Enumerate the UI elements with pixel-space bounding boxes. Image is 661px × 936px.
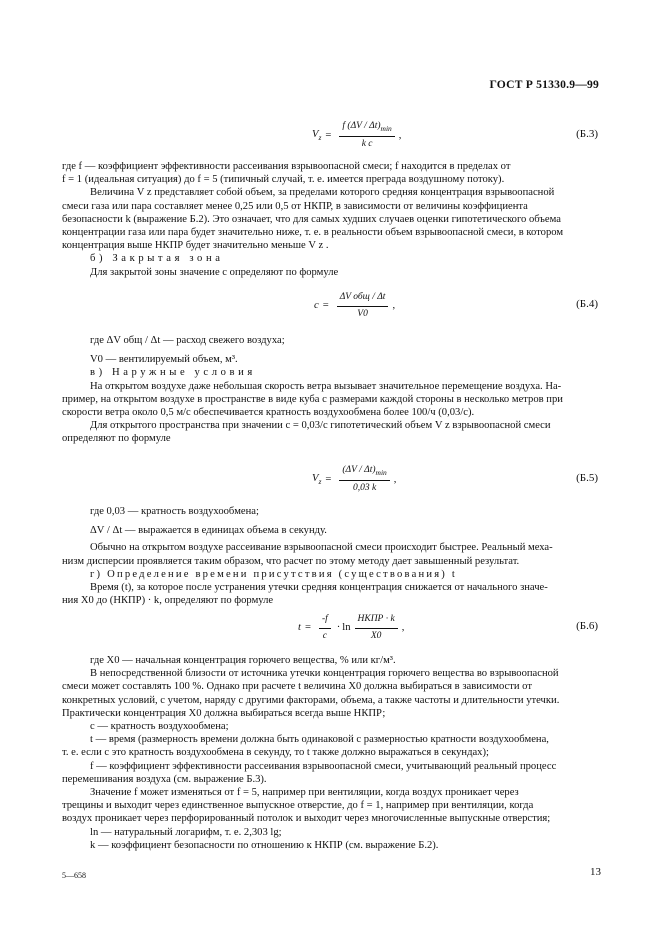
def-t-line1: t — время (размерность времени должна быть одинаковой с размерностью кратности воздухообмена, <box>90 734 549 746</box>
para2-line3: безопасности k (выражение Б.2). Это означает, что для самых худших случаев оценки гипотетического объема <box>62 213 561 225</box>
para6-line2: низм дисперсии проявляется таким образом, что расчет по этому методу дает завышенный результат. <box>62 555 520 567</box>
para7-line2: ния X0 до (НКПР) · k, определяют по формуле <box>62 595 274 607</box>
formula-b4-fraction: $\frac{\text{ΔV общ / Δt}}{V0}$ <box>337 291 389 320</box>
formula-b5-number: (Б.5) <box>576 472 598 484</box>
section-c-heading: в) Наружные условия <box>90 367 256 379</box>
formula-b4: c = $\frac{\text{ΔV общ / Δt}}{V0}$ , (Б.4) <box>62 286 598 326</box>
formula-b5-fraction: $\frac{(\Delta V / \Delta t)_{min}}{0,03 k}$ <box>339 464 389 495</box>
def-f-line2: перемешивания воздуха (см. выражение Б.3). <box>62 773 267 785</box>
para1-line1: где f — коэффициент эффективности рассеивания взрывоопасной смеси; f находится в пределах от <box>62 161 511 172</box>
where-b4-line2: V0 — вентилируемый объем, м³. <box>90 354 238 366</box>
formula-b3: $V_z$ = $\frac{f (\Delta V / \Delta t)_{min}}{\text{k c}}$ , (Б.3) <box>62 116 598 156</box>
para4-line2: пример, на открытом воздухе в пространстве в виде куба с размерами каждой стороны в несколько метров при <box>62 393 563 405</box>
formula-b6-fraction2: $\frac{\text{НКПР · k}}{X0}$ <box>355 613 398 642</box>
formula-b6: t = $\frac{-f}{c}$ · ln $\frac{\text{НКПР · k}}{X0}$ , (Б.6) <box>62 608 598 648</box>
para2-line2: смеси газа или пара составляет менее 0,25 или 0,5 от НКПР, в зависимости от величины коэффициента <box>62 200 528 212</box>
formula-b5: $V_z$ = $\frac{(\Delta V / \Delta t)_{min}}{0,03 k}$ , (Б.5) <box>62 460 598 500</box>
para7-line1: Время (t), за которое после устранения утечки средняя концентрация снижается от начального значе- <box>90 582 548 594</box>
para2-line4: концентрации газа или пара будет значительно ниже, т. е. в реальности объем взрывоопасной смеси, в котором <box>62 227 564 239</box>
standard-header: ГОСТ Р 51330.9—99 <box>489 78 599 91</box>
para4-line1: На открытом воздухе даже небольшая скорость ветра вызывает значительное перемещение воздуха. На- <box>90 380 562 392</box>
formula-b4-number: (Б.4) <box>576 298 598 310</box>
para6-line1: Обычно на открытом воздухе рассеивание взрывоопасной смеси происходит быстрее. Реальный меха- <box>90 542 553 554</box>
formula-b6-number: (Б.6) <box>576 620 598 632</box>
para2-line1: Величина V z представляет собой объем, за пределами которого средняя концентрация взрывоопасной <box>90 187 555 199</box>
where-b4-line1: где ΔV общ / Δt — расход свежего воздуха; <box>90 335 285 346</box>
para8-line4: Практически концентрация X0 должна выбираться всегда выше НКПР; <box>62 707 386 719</box>
formula-b3-fraction: $\frac{f (\Delta V / \Delta t)_{min}}{\text{k c}}$ <box>339 120 394 151</box>
def-f-line1: f — коэффициент эффективности рассеивания взрывоопасной смеси, учитывающий реальный процесс <box>90 760 557 772</box>
para8-line3: конкретных условий, с учетом, наряду с другими факторами, объема, а также частоты и длительности утечки. <box>62 694 560 706</box>
para4-line3: скорости ветра около 0,5 м/с обеспечивается кратность воздухообмена более 100/ч (0,03/с). <box>62 407 475 419</box>
formula-b4-lhs: c <box>314 300 319 312</box>
def-c: c — кратность воздухообмена; <box>90 721 229 733</box>
para9-line2: трещины и выходит через единственное выпускное отверстие, до f = 1, например при вентиляции, когда <box>62 800 534 812</box>
text-block-2 <box>62 334 598 446</box>
section-b-heading: б) Закрытая зона <box>90 253 224 265</box>
formula-b6-lhs: t <box>298 622 301 634</box>
text-block-3 <box>62 505 598 607</box>
text-block-1 <box>62 160 598 279</box>
formula-b3-lhs: $V_z$ <box>312 128 322 142</box>
footer-code: 5—658 <box>62 871 86 880</box>
def-t-line2: т. е. если c это кратность воздухообмена в секунду, то t также должно выражаться в секундах); <box>62 747 489 759</box>
where-b6-line1: где X0 — начальная концентрация горючего вещества, % или кг/м³. <box>90 655 396 666</box>
where-b5-line1: где 0,03 — кратность воздухообмена; <box>90 506 259 517</box>
para3: Для закрытой зоны значение c определяют по формуле <box>90 266 339 278</box>
para8-line2: смеси может составлять 100 %. Однако при расчете t величина X0 должна выбираться в зависимости от <box>62 681 532 693</box>
formula-b6-ln: ln <box>342 622 351 634</box>
formula-b6-fraction1: $\frac{-f}{c}$ <box>319 613 331 642</box>
text-block-4 <box>62 654 598 852</box>
para9-line3: воздух проникает через перфорированный потолок и выходит через многочисленные выпускные отверстия; <box>62 813 551 825</box>
para9-line1: Значение f может изменяться от f = 5, например при вентиляции, когда воздух проникает через <box>90 787 519 799</box>
para5-line2: определяют по формуле <box>62 433 171 445</box>
para1-line2: f = 1 (идеальная ситуация) до f = 5 (типичный случай, т. е. имеется преграда воздушному потоку). <box>62 174 505 186</box>
def-k: k — коэффициент безопасности по отношению к НКПР (см. выражение Б.2). <box>90 839 439 851</box>
page-number: 13 <box>590 866 601 878</box>
formula-b5-lhs: $V_z$ <box>312 472 322 486</box>
para8-line1: В непосредственной близости от источника утечки концентрация горючего вещества во взрывоопасной <box>90 668 559 680</box>
formula-b3-number: (Б.3) <box>576 128 598 140</box>
section-d-heading: г) Определение времени присутствия (существования) t <box>90 568 458 580</box>
para5-line1: Для открытого пространства при значении c = 0,03/с гипотетический объем V z взрывоопасной смеси <box>90 420 551 432</box>
where-b5-line2: ΔV / Δt — выражается в единицах объема в секунду. <box>90 525 327 537</box>
def-ln: ln — натуральный логарифм, т. е. 2,303 lg; <box>90 826 282 838</box>
para2-line5: концентрация выше НКПР будет значительно меньше V z . <box>62 240 329 252</box>
